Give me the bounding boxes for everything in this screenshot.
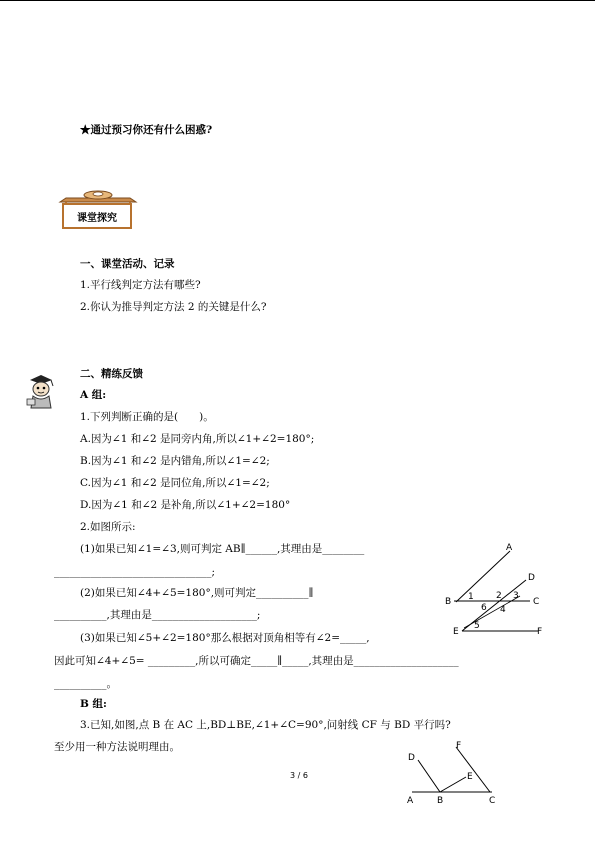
fig1-label-d: D <box>528 573 535 583</box>
q2-part2-line1: (2)如果已知∠4+∠5=180°,则可判定__________∥ <box>80 587 314 599</box>
fig1-angle-6: 6 <box>481 603 487 613</box>
fig1-angle-3: 3 <box>513 591 519 601</box>
fig1-angle-5: 5 <box>474 621 480 631</box>
figure-perpendicular-lines <box>404 742 504 806</box>
q1-option-d: D.因为∠1 和∠2 是补角,所以∠1+∠2=180° <box>80 499 291 511</box>
q2-part1-line1: (1)如果已知∠1=∠3,则可判定 AB∥______,其理由是________ <box>80 543 365 555</box>
fig1-angle-4: 4 <box>500 605 506 615</box>
fig1-label-a: A <box>506 543 513 553</box>
fig1-label-f: F <box>537 627 543 637</box>
preview-question: ★通过预习你还有什么困惑? <box>80 124 213 136</box>
fig2-label-b: B <box>437 796 444 806</box>
q2-stem: 2.如图所示: <box>80 521 136 533</box>
section1-q1: 1.平行线判定方法有哪些? <box>80 279 201 291</box>
q2-part3-line2: 因此可知∠4+∠5= _________,所以可确定_____∥_____,其理由是____________________ <box>54 655 459 667</box>
fig2-label-d: D <box>408 753 415 763</box>
group-b-label: B 组: <box>80 698 107 710</box>
fig2-label-a: A <box>407 796 414 806</box>
q3-line2: 至少用一种方法说明理由。 <box>54 741 180 753</box>
fig1-label-c: C <box>533 597 540 607</box>
section1-title: 一、课堂活动、记录 <box>80 258 175 270</box>
fig1-angle-2: 2 <box>496 591 502 601</box>
fig1-angle-1: 1 <box>468 592 474 602</box>
q2-part3-line3: __________。 <box>54 678 117 690</box>
group-a-label: A 组: <box>80 389 107 401</box>
q1-option-a: A.因为∠1 和∠2 是同旁内角,所以∠1+∠2=180°; <box>80 433 315 445</box>
fig2-label-e: E <box>467 772 473 782</box>
fig1-label-b: B <box>445 597 452 607</box>
q2-part3-line1: (3)如果已知∠5+∠2=180°那么根据对顶角相等有∠2=_____, <box>80 632 370 644</box>
student-mascot-icon <box>24 372 58 410</box>
section2-title: 二、精练反馈 <box>80 368 143 380</box>
q2-part2-line2: __________,其理由是____________________; <box>54 609 261 621</box>
q1-option-c: C.因为∠1 和∠2 是同位角,所以∠1=∠2; <box>80 477 270 489</box>
q1-stem: 1.下列判断正确的是( )。 <box>80 411 214 423</box>
page-top-border <box>0 0 595 1</box>
fig2-label-c: C <box>489 796 496 806</box>
fig1-label-e: E <box>453 627 459 637</box>
q1-option-b: B.因为∠1 和∠2 是内错角,所以∠1=∠2; <box>80 455 270 467</box>
banner-classroom-inquiry: 课堂探究 <box>62 203 132 229</box>
q3-line1: 3.已知,如图,点 B 在 AC 上,BD⊥BE,∠1+∠C=90°,问射线 CF 与 BD 平行吗? <box>80 719 451 731</box>
fig2-label-f: F <box>456 741 462 751</box>
figure-parallel-lines <box>440 540 550 640</box>
q2-part1-line2: ______________________________; <box>54 566 216 578</box>
section1-q2: 2.你认为推导判定方法 2 的关键是什么? <box>80 301 267 313</box>
page-number: 3 / 6 <box>290 771 308 780</box>
